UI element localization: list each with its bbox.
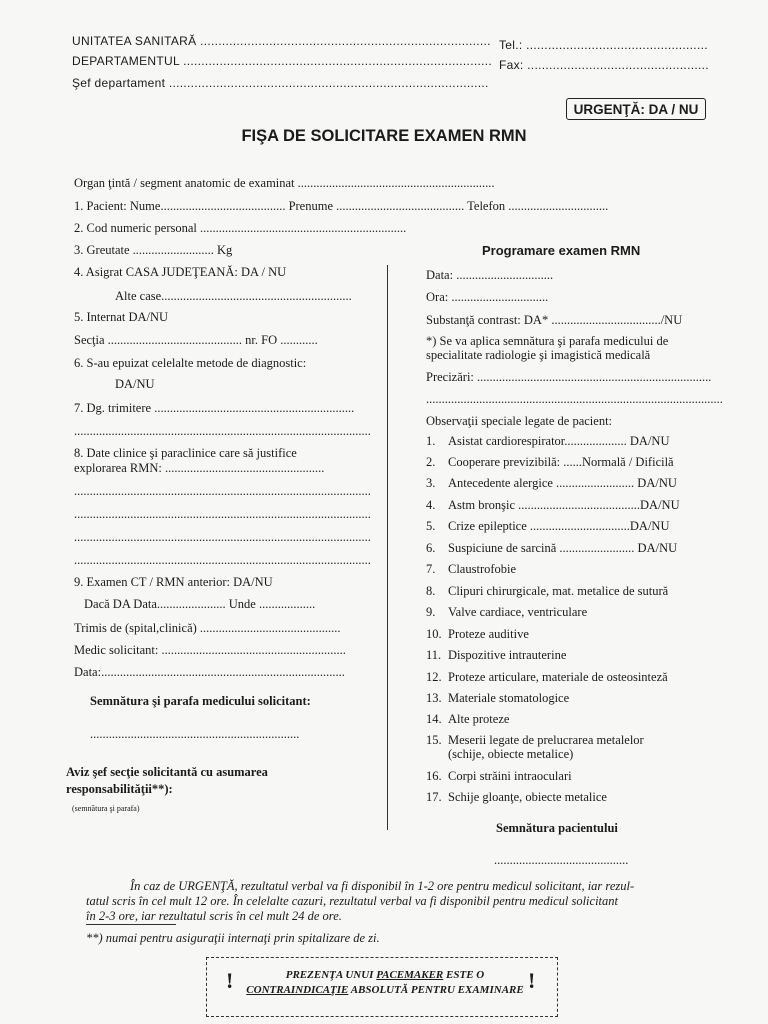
head-approval-label-2: responsabilităţii**): <box>66 782 173 796</box>
obs-item-16: 16. Corpi străini intraoculari <box>426 769 572 783</box>
obs-item-2: 2. Cooperare previzibilă: ......Normală / Dificilă <box>426 455 674 469</box>
date-field: Data:.............................................................................. <box>74 665 345 679</box>
organ-field: Organ ţintă / segment anatomic de examinat ............................................................... <box>74 176 495 190</box>
patient-signature-line: ........................................... <box>494 853 629 867</box>
exclamation-right-icon: ! <box>528 968 536 993</box>
previous-exam-details: Dacă DA Data...................... Unde .................. <box>84 597 316 611</box>
contrast-note-1: *) Se va aplica semnătura şi parafa medicului de <box>426 334 669 348</box>
obs-item-5: 5. Crize epileptice ................................DA/NU <box>426 519 670 533</box>
clinical-line-2: ............................................................................................... <box>74 507 371 521</box>
clinical-line-3: ............................................................................................... <box>74 530 371 544</box>
header-head: Şef departament ........................................................................................ <box>72 76 489 90</box>
obs-item-9: 9. Valve cardiace, ventriculare <box>426 605 588 619</box>
header-fax: Fax: .................................................. <box>499 58 709 72</box>
obs-item-8: 8. Clipuri chirurgicale, mat. metalice de sutură <box>426 584 669 598</box>
footnote-rule <box>86 924 176 925</box>
signature-hint: (semnătura şi parafa) <box>72 804 140 813</box>
obs-item-3: 3. Antecedente alergice ......................... DA/NU <box>426 476 677 490</box>
form-title: FIŞA DE SOLICITARE EXAMEN RMN <box>241 127 527 145</box>
clinical-line-4: ............................................................................................... <box>74 553 371 567</box>
obs-item-1: 1. Asistat cardiorespirator.................... DA/NU <box>426 434 670 448</box>
obs-item-7: 7. Claustrofobie <box>426 562 517 576</box>
section-field: Secţia ........................................... nr. FO ............ <box>74 333 318 347</box>
exclamation-left-icon: ! <box>226 968 234 993</box>
hospitalized-field: 5. Internat DA/NU <box>74 310 169 324</box>
schedule-title: Programare examen RMN <box>482 243 641 258</box>
obs-item-10: 10. Proteze auditive <box>426 627 529 641</box>
other-insurance-field: Alte case............................................................. <box>115 289 352 303</box>
schedule-time: Ora: ............................... <box>426 290 549 304</box>
obs-item-12: 12. Proteze articulare, materiale de osteosinteză <box>426 670 668 684</box>
exhausted-methods-value: DA/NU <box>115 377 155 391</box>
insured-field: 4. Asigrat CASA JUDEŢEANĂ: DA / NU <box>74 265 287 279</box>
observations-label: Observaţii speciale legate de pacient: <box>426 414 613 428</box>
sent-by-field: Trimis de (spital,clinică) ............................................. <box>74 621 341 635</box>
diagnosis-field: 7. Dg. trimitere ................................................................ <box>74 401 355 415</box>
diagnosis-line: ............................................................................................... <box>74 424 371 438</box>
urgent-box: URGENŢĂ: DA / NU <box>566 98 706 120</box>
obs-item-6: 6. Suspiciune de sarcină ........................ DA/NU <box>426 541 678 555</box>
header-tel: Tel.: .................................................. <box>499 38 708 52</box>
clinical-line-1: ............................................................................................... <box>74 484 371 498</box>
header-unit: UNITATEA SANITARĂ ................................................................................ <box>72 34 491 48</box>
obs-item-14: 14. Alte proteze <box>426 712 510 726</box>
urgency-note-3: în 2-3 ore, iar rezultatul scris în cel mult 24 de ore. <box>86 909 342 923</box>
physician-field: Medic solicitant: ........................................................... <box>74 643 346 657</box>
obs-item-15-cont: (schije, obiecte metalice) <box>448 747 574 761</box>
previous-exam-field: 9. Examen CT / RMN anterior: DA/NU <box>74 575 273 589</box>
obs-item-17: 17. Schije gloanţe, obiecte metalice <box>426 790 607 804</box>
head-approval-label: Aviz şef secţie solicitantă cu asumarea <box>66 765 268 779</box>
physician-signature-line: ................................................................... <box>90 727 300 741</box>
obs-item-13: 13. Materiale stomatologice <box>426 691 570 705</box>
weight-field: 3. Greutate .......................... Kg <box>74 243 233 257</box>
physician-signature-label: Semnătura şi parafa medicului solicitant: <box>90 694 311 708</box>
obs-item-15: 15. Meserii legate de prelucrarea metalelor <box>426 733 644 747</box>
clinical-data-label: 8. Date clinice şi paraclinice care să justifice <box>74 446 297 460</box>
obs-item-4: 4. Astm bronşic .......................................DA/NU <box>426 498 680 512</box>
contrast-note-2: specialitate radiologie şi imagistică medicală <box>426 348 651 362</box>
notes-line: ............................................................................................... <box>426 392 723 406</box>
schedule-date: Data: ............................... <box>426 268 554 282</box>
warning-text: PREZENŢA UNUI PACEMAKER ESTE O CONTRAINDICAŢIE ABSOLUTĂ PENTRU EXAMINARE <box>246 969 524 996</box>
exhausted-methods-field: 6. S-au epuizat celelalte metode de diagnostic: <box>74 356 307 370</box>
patient-field: 1. Pacient: Nume........................................ Prenume ......................................... Telefon ................................ <box>74 199 609 213</box>
cnp-field: 2. Cod numeric personal .................................................................. <box>74 221 407 235</box>
column-divider <box>387 265 388 830</box>
urgency-note-1: În caz de URGENŢĂ, rezultatul verbal va fi disponibil în 1-2 ore pentru medicul solicitant, iar rezul- <box>130 879 635 893</box>
header-department: DEPARTAMENTUL ..................................................................................... <box>72 54 492 68</box>
contrast-field: Substanţă contrast: DA* .................................../NU <box>426 313 683 327</box>
patient-signature-label: Semnătura pacientului <box>496 821 618 835</box>
notes-field: Precizări: ........................................................................... <box>426 370 712 384</box>
obs-item-11: 11. Dispozitive intrauterine <box>426 648 567 662</box>
urgency-note-2: tatul scris în cel mult 12 ore. În celelalte cazuri, rezultatul verbal va fi disponibil pentru medicul solicitant <box>86 894 618 908</box>
footnote: **) numai pentru asiguraţii internaţi prin spitalizare de zi. <box>86 931 380 945</box>
clinical-data-field: explorarea RMN: ................................................... <box>74 461 325 475</box>
